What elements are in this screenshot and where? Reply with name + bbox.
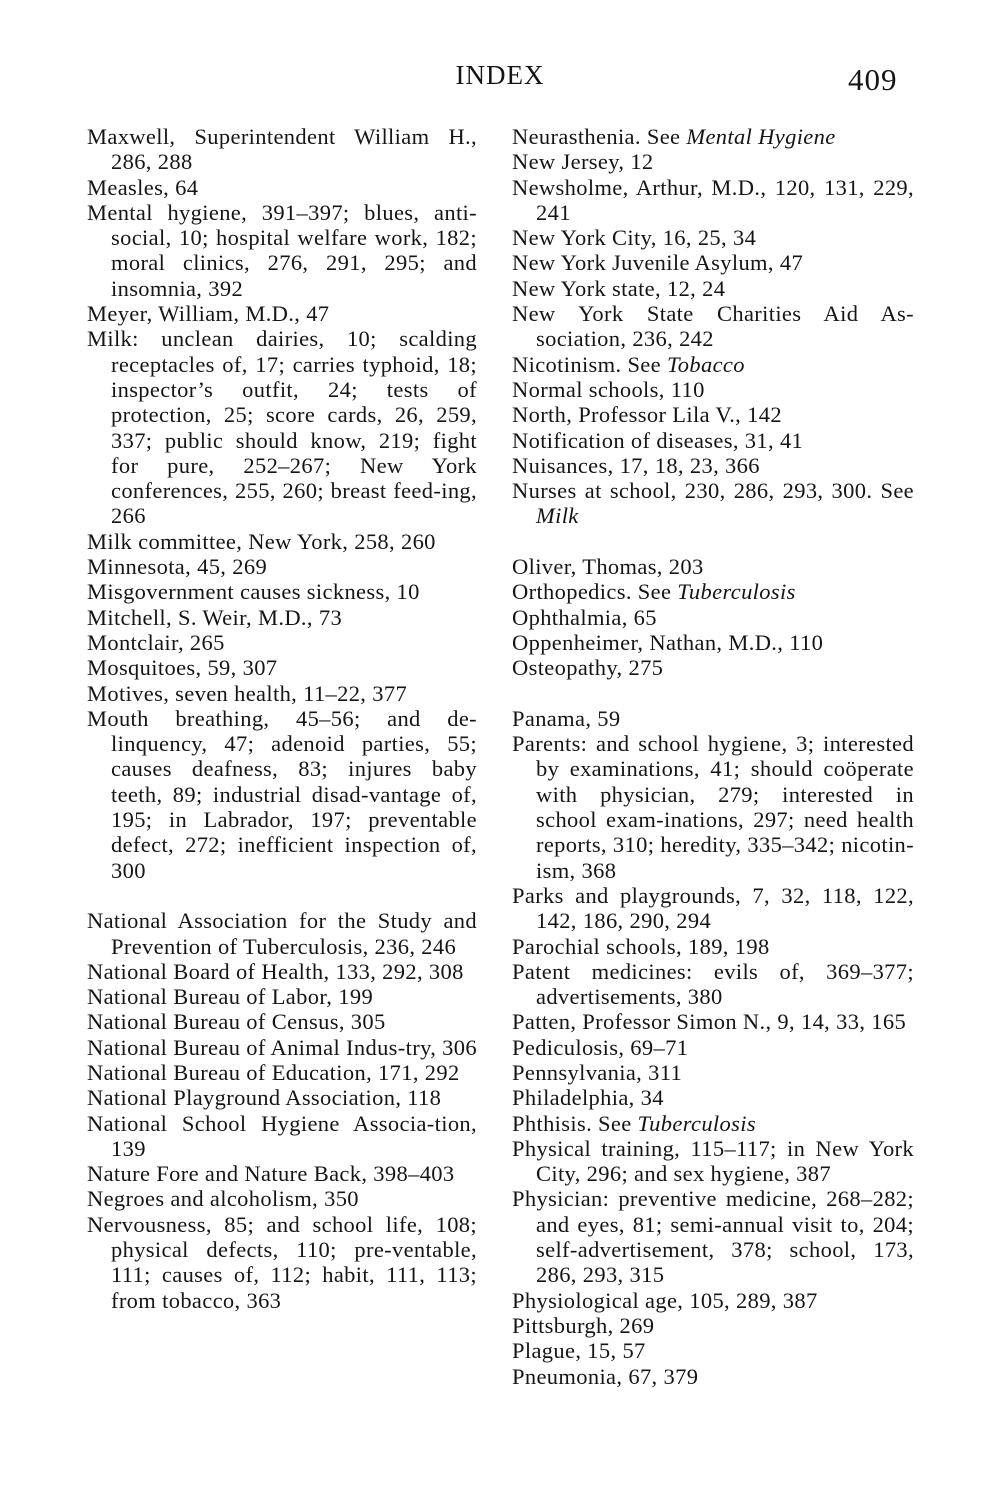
entry-text: Measles, 64	[87, 174, 199, 200]
index-entry	[87, 1161, 477, 1186]
index-entry	[512, 377, 914, 402]
index-entry	[512, 124, 914, 149]
entry-text: Parents: and school hygiene, 3; interested by examinations, 41; should coöperate with physician, 279; interested in school exam-inations, 297; need health reports, 310; heredity, 335–342; nicotin-ism, 368	[512, 731, 914, 883]
index-entry	[512, 605, 914, 630]
index-entry	[512, 1009, 914, 1034]
index-entry	[512, 225, 914, 250]
entry-text: National Board of Health, 133, 292, 308	[87, 958, 464, 984]
index-entry	[512, 959, 914, 1010]
index-letter-group	[512, 124, 914, 529]
index-letter-group	[512, 554, 914, 680]
index-letter-group	[87, 124, 477, 883]
index-entry	[87, 655, 477, 680]
page-number: 409	[848, 62, 898, 97]
index-entry	[87, 1060, 477, 1085]
entry-text: Orthopedics. See	[512, 579, 678, 605]
index-column-right	[512, 124, 914, 1389]
entry-text: Mental hygiene, 391–397; blues, anti-social, 10; hospital welfare work, 182; moral clinics, 276, 291, 295; and insomnia, 392	[87, 199, 477, 301]
entry-text: Panama, 59	[512, 705, 621, 731]
index-entry	[512, 883, 914, 934]
index-letter-group	[87, 908, 477, 1313]
index-entry	[512, 1111, 914, 1136]
entry-text: New York Juvenile Asylum, 47	[512, 250, 804, 276]
entry-text: Oppenheimer, Nathan, M.D., 110	[512, 629, 824, 655]
index-entry	[512, 554, 914, 579]
index-entry	[87, 579, 477, 604]
index-column-left	[87, 124, 477, 1313]
entry-text: Parks and playgrounds, 7, 32, 118, 122, 142, 186, 290, 294	[512, 882, 914, 934]
index-entry	[87, 200, 477, 301]
entry-text: New York City, 16, 25, 34	[512, 225, 757, 251]
index-entry	[87, 630, 477, 655]
entry-text: Neurasthenia. See	[512, 124, 687, 149]
index-entry	[512, 655, 914, 680]
index-entry	[512, 428, 914, 453]
cross-reference: Tobacco	[666, 351, 745, 377]
index-entry	[87, 326, 477, 528]
entry-text: North, Professor Lila V., 142	[512, 402, 782, 428]
entry-text: Plague, 15, 57	[512, 1338, 646, 1364]
entry-text: Patten, Professor Simon N., 9, 14, 33, 165	[512, 1009, 907, 1035]
index-entry	[87, 959, 477, 984]
entry-text: Nurses at school, 230, 286, 293, 300. See	[512, 478, 914, 504]
index-entry	[512, 731, 914, 883]
index-entry	[512, 301, 914, 352]
entry-text: National Association for the Study and Prevention of Tuberculosis, 236, 246	[87, 908, 477, 959]
entry-text: New York State Charities Aid As-sociation, 236, 242	[512, 301, 914, 352]
entry-text: Motives, seven health, 11–22, 377	[87, 680, 408, 706]
index-entry	[512, 1060, 914, 1085]
cross-reference: Mental Hygiene	[686, 124, 836, 149]
entry-text: Mitchell, S. Weir, M.D., 73	[87, 604, 343, 630]
index-entry	[87, 1212, 477, 1313]
cross-reference: Tuberculosis	[677, 579, 796, 605]
index-entry	[87, 984, 477, 1009]
index-entry	[512, 1313, 914, 1338]
running-title: INDEX	[455, 60, 545, 90]
index-entry	[87, 908, 477, 959]
cross-reference: Milk	[536, 503, 579, 529]
index-entry	[87, 605, 477, 630]
entry-text: Meyer, William, M.D., 47	[87, 301, 330, 327]
entry-text: Minnesota, 45, 269	[87, 554, 268, 580]
entry-text: Physiological age, 105, 289, 387	[512, 1287, 818, 1313]
entry-text: Physical training, 115–117; in New York City, 296; and sex hygiene, 387	[512, 1135, 914, 1187]
entry-text: Patent medicines: evils of, 369–377; advertisements, 380	[512, 958, 914, 1010]
index-entry	[87, 706, 477, 883]
index-entry	[512, 579, 914, 604]
entry-text: National School Hygiene Associa-tion, 139	[87, 1110, 477, 1161]
index-entry	[87, 1111, 477, 1162]
entry-text: Pittsburgh, 269	[512, 1312, 655, 1338]
entry-text: National Bureau of Labor, 199	[87, 984, 374, 1010]
entry-text: Pediculosis, 69–71	[512, 1034, 689, 1060]
index-entry	[512, 1186, 914, 1287]
entry-text: Physician: preventive medicine, 268–282; and eyes, 81; semi-annual visit to, 204; self-advertisement, 378; school, 173, 286, 293, 315	[512, 1186, 914, 1288]
entry-text: Milk committee, New York, 258, 260	[87, 528, 436, 554]
index-entry	[512, 1085, 914, 1110]
entry-text: National Bureau of Animal Indus-try, 306	[87, 1034, 477, 1060]
index-entry	[512, 402, 914, 427]
index-entry	[87, 529, 477, 554]
index-entry	[512, 1035, 914, 1060]
entry-text: Normal schools, 110	[512, 376, 705, 402]
index-entry	[87, 554, 477, 579]
entry-text: Philadelphia, 34	[512, 1085, 664, 1111]
entry-text: Parochial schools, 189, 198	[512, 933, 770, 959]
entry-text: Ophthalmia, 65	[512, 604, 657, 630]
index-entry	[512, 1288, 914, 1313]
index-entry	[512, 453, 914, 478]
entry-text: Mosquitoes, 59, 307	[87, 655, 278, 681]
entry-text: Pennsylvania, 311	[512, 1059, 683, 1085]
entry-text: Nervousness, 85; and school life, 108; physical defects, 110; pre-ventable, 111; causes of, 112; habit, 111, 113; from tobacco, 363	[87, 1211, 477, 1313]
index-entry	[512, 1136, 914, 1187]
entry-text: Milk: unclean dairies, 10; scalding receptacles of, 17; carries typhoid, 18; inspector’s outfit, 24; tests of protection, 25; score cards, 26, 259, 337; public should know, 219; fight for pure, 252–267; New York conferences, 255, 260; breast feed-ing, 266	[87, 326, 477, 529]
index-entry	[512, 276, 914, 301]
index-entry	[512, 175, 914, 226]
entry-text: New York state, 12, 24	[512, 275, 726, 301]
entry-text: National Playground Association, 118	[87, 1085, 442, 1111]
entry-text: Maxwell, Superintendent William H., 286, 288	[87, 124, 477, 175]
index-entry	[87, 1009, 477, 1034]
index-entry	[87, 175, 477, 200]
index-entry	[87, 1085, 477, 1110]
index-entry	[87, 681, 477, 706]
index-entry	[87, 124, 477, 175]
entry-text: Nature Fore and Nature Back, 398–403	[87, 1161, 455, 1187]
entry-text: New Jersey, 12	[512, 149, 654, 175]
index-entry	[512, 1364, 914, 1389]
index-entry	[87, 1035, 477, 1060]
entry-text: Misgovernment causes sickness, 10	[87, 579, 420, 605]
entry-text: Notification of diseases, 31, 41	[512, 427, 804, 453]
entry-text: Mouth breathing, 45–56; and de-linquency, 47; adenoid parties, 55; causes deafness, 83; injures baby teeth, 89; industrial disad-vantage of, 195; in Labrador, 197; preventable defect, 272; inefficient inspection of, 300	[87, 705, 477, 883]
entry-text: Montclair, 265	[87, 629, 225, 655]
index-entry	[87, 301, 477, 326]
index-entry	[512, 630, 914, 655]
entry-text: Nuisances, 17, 18, 23, 366	[512, 452, 760, 478]
index-entry	[512, 706, 914, 731]
entry-text: Phthisis. See	[512, 1110, 638, 1136]
entry-text: Oliver, Thomas, 203	[512, 554, 704, 580]
entry-text: Nicotinism. See	[512, 351, 667, 377]
index-entry	[512, 934, 914, 959]
index-entry	[512, 478, 914, 529]
entry-text: Negroes and alcoholism, 350	[87, 1186, 359, 1212]
entry-text: National Bureau of Census, 305	[87, 1009, 386, 1035]
cross-reference: Tuberculosis	[637, 1110, 756, 1136]
index-entry	[87, 1186, 477, 1211]
index-entry	[512, 149, 914, 174]
index-entry	[512, 352, 914, 377]
index-letter-group	[512, 706, 914, 1389]
entry-text: National Bureau of Education, 171, 292	[87, 1059, 460, 1085]
index-entry	[512, 250, 914, 275]
entry-text: Newsholme, Arthur, M.D., 120, 131, 229, 241	[512, 174, 914, 225]
entry-text: Osteopathy, 275	[512, 655, 664, 681]
entry-text: Pneumonia, 67, 379	[512, 1363, 699, 1389]
index-entry	[512, 1338, 914, 1363]
